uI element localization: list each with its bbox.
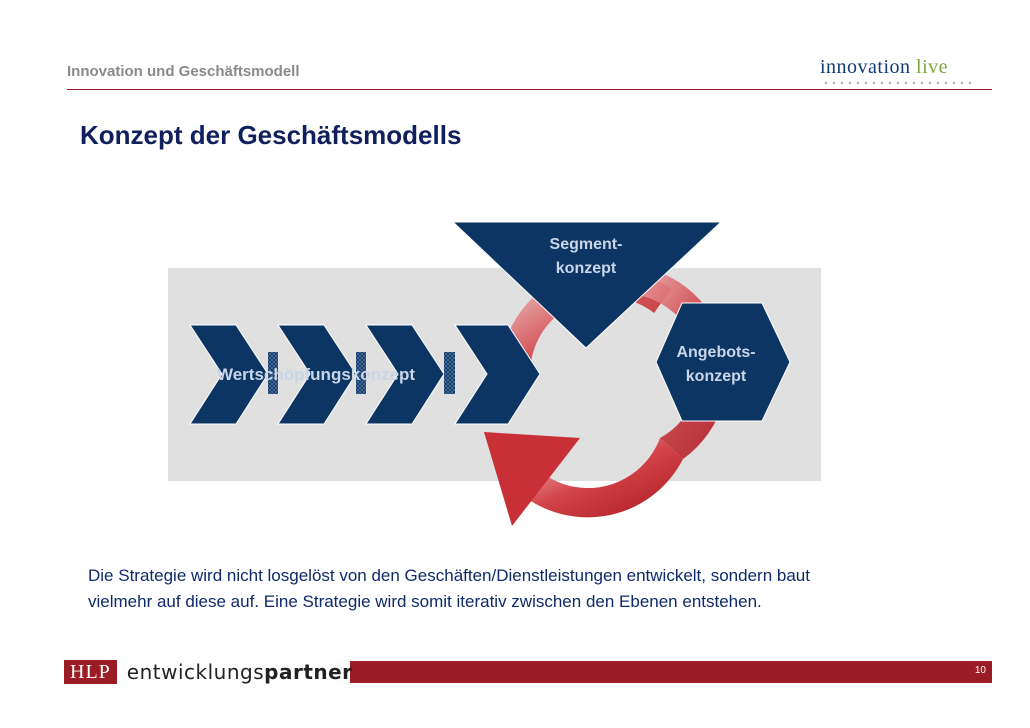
footer-bar: [350, 661, 992, 683]
brand-innovation: innovation: [820, 56, 911, 78]
brand-live: live: [916, 56, 949, 78]
segment-label-line1: Segment-: [549, 236, 623, 253]
footer-wordmark: [127, 660, 353, 684]
angebot-label-line2: konzept: [685, 368, 747, 385]
hlp-logo: [64, 660, 353, 684]
footer-word-regular: entwicklungs: [126, 660, 265, 684]
angebot-hexagon: [656, 303, 790, 421]
body-line-1: Die Strategie wird nicht losgelöst von den Geschäften/Dienstleistungen entwickelt, sondern baut: [88, 566, 810, 585]
body-paragraph: [88, 563, 948, 615]
footer-word-bold: partner: [264, 660, 353, 684]
value-chain-joint-3: [444, 352, 455, 394]
angebot-label-line1: Angebots-: [676, 344, 756, 361]
section-title: Innovation und Geschäftsmodell: [67, 63, 300, 80]
segment-label-line2: konzept: [555, 260, 617, 277]
body-line-2: vielmehr auf diese auf. Eine Strategie wird somit iterativ zwischen den Ebenen entstehen.: [88, 592, 762, 611]
hlp-mark: HLP: [64, 660, 117, 684]
wertschoepfung-label: Wertschöpfungskonzept: [216, 365, 416, 384]
slide-title: Konzept der Geschäftsmodells: [80, 120, 462, 150]
page-number: 10: [974, 665, 986, 676]
